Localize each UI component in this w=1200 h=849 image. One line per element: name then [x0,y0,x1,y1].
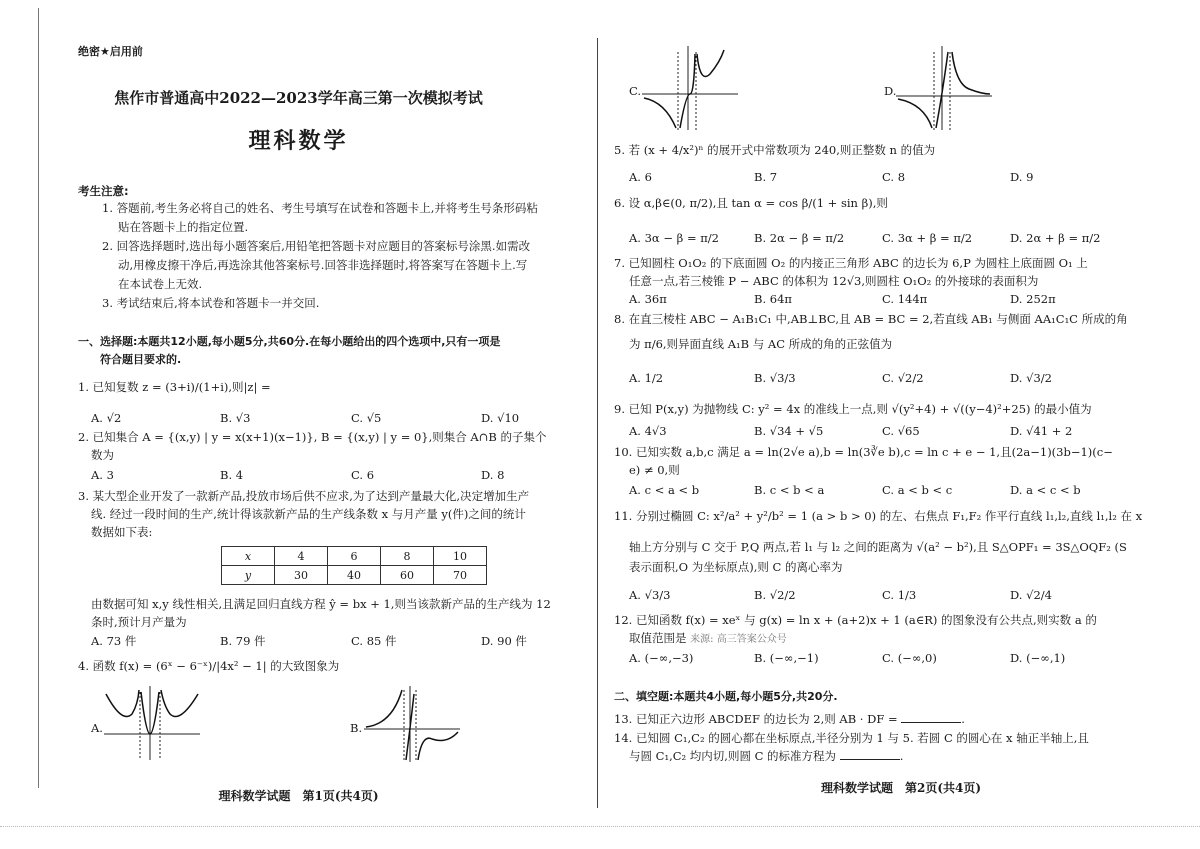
q2-option-c: C. 6 [351,468,375,482]
table-cell: x [222,547,275,566]
q4-graph-c [640,44,740,132]
page-2-footer: 理科数学试题 第2页(共4页) [820,781,982,795]
q12-option-b: B. (−∞,−1) [754,651,819,665]
q1-option-c: C. √5 [351,411,382,425]
secret-label: 绝密★启用前 [78,45,143,58]
table-cell: 30 [275,566,328,585]
q3-after-cont: 条时,预计月产量为 [91,615,187,629]
q11-option-c: C. 1/3 [882,588,917,602]
notice-line: 在本试卷上无效. [118,277,203,291]
table-cell: 40 [328,566,381,585]
q5-option-a: A. 6 [629,170,652,184]
q10-stem: 10. 已知实数 a,b,c 满足 a = ln(2√e a),b = ln(3∛e b),c = ln c + e − 1,且(2a−1)(3b−1)(c− [614,445,1113,459]
q10-stem-cont: e) ≠ 0,则 [629,463,680,477]
q7-stem-cont: 任意一点,若三棱锥 P − ABC 的体积为 12√3,则圆柱 O₁O₂ 的外接球的表面积为 [629,274,1039,288]
q1-option-d: D. √10 [481,411,520,425]
q14-stem-cont [629,749,903,764]
q7-option-b: B. 64π [754,292,792,306]
q6-option-d: D. 2α + β = π/2 [1010,231,1101,245]
source-watermark: 来源: 高三答案公众号 [690,634,787,645]
table-row [222,566,487,585]
notice-line: 动,用橡皮擦干净后,再选涂其他答案标号.回答非选择题时,将答案写在答题卡上.写 [118,258,528,272]
q5-option-c: C. 8 [882,170,906,184]
q9-option-d: D. √41 + 2 [1010,424,1073,438]
q2-stem-cont: 数为 [91,448,114,462]
q9-option-b: B. √34 + √5 [754,424,824,438]
q6-option-a: A. 3α − β = π/2 [629,231,719,245]
notice-heading: 考生注意: [78,184,129,198]
q4-option-c-label: C. [629,84,642,98]
exam-header: 焦作市普通高中2022—2023学年高三第一次模拟考试 [114,89,483,107]
q5-option-b: B. 7 [754,170,778,184]
q14-text: 与圆 C₁,C₂ 均内切,则圆 C 的标准方程为 [629,749,837,763]
q3-stem-cont: 数据如下表: [91,525,153,539]
q10-option-c: C. a < b < c [882,483,953,497]
q7-option-d: D. 252π [1010,292,1056,306]
q14-end: . [899,749,904,763]
table-cell: 8 [381,547,434,566]
q12-option-a: A. (−∞,−3) [629,651,694,665]
q1-option-b: B. √3 [220,411,251,425]
page-divider [597,38,598,808]
q11-stem-cont: 表示面积,O 为坐标原点),则 C 的离心率为 [629,560,843,574]
notice-line: 1. 答题前,考生务必将自己的姓名、考生号填写在试卷和答题卡上,并将考生号条形码粘 [102,201,538,215]
page-2 [602,0,1200,849]
q10-option-d: D. a < c < b [1010,483,1081,497]
q11-option-b: B. √2/2 [754,588,796,602]
q4-graph-b [362,684,462,764]
notice-line: 2. 回答选择题时,选出每小题答案后,用铅笔把答题卡对应题目的答案标号涂黑.如需改 [102,239,531,253]
q12-option-d: D. (−∞,1) [1010,651,1066,665]
q11-stem-cont: 轴上方分别与 C 交于 P,Q 两点,若 l₁ 与 l₂ 之间的距离为 √(a² − b²),且 S△OPF₁ = 3S△OQF₂ (S [629,540,1127,554]
table-cell: 6 [328,547,381,566]
q6-option-c: C. 3α + β = π/2 [882,231,973,245]
section-1-title: 一、选择题:本题共12小题,每小题5分,共60分.在每小题给出的四个选项中,只有一项是 [78,335,501,348]
q4-stem: 4. 函数 f(x) = (6ˣ − 6⁻ˣ)/|4x² − 1| 的大致图象为 [78,659,340,673]
table-row [222,547,487,566]
q10-option-b: B. c < b < a [754,483,825,497]
q4-graph-a [102,684,202,762]
q12-stem-cont [629,631,787,647]
q8-stem-cont: 为 π/6,则异面直线 A₁B 与 AC 所成的角的正弦值为 [629,337,893,351]
answer-blank [840,749,900,760]
table-cell: y [222,566,275,585]
table-cell: 4 [275,547,328,566]
q9-option-c: C. √65 [882,424,920,438]
table-cell: 10 [434,547,487,566]
q1-option-a: A. √2 [91,411,122,425]
q11-option-a: A. √3/3 [629,588,671,602]
q3-option-d: D. 90 件 [481,634,527,648]
q13-end: . [961,712,965,726]
table-cell: 70 [434,566,487,585]
section-1-title-cont: 符合题目要求的. [100,353,182,366]
q3-after: 由数据可知 x,y 线性相关,且满足回归直线方程 ŷ = bx + 1,则当该款新产品的生产线为 12 [91,597,551,611]
q8-stem: 8. 在直三棱柱 ABC − A₁B₁C₁ 中,AB⊥BC,且 AB = BC = 2,若直线 AB₁ 与侧面 AA₁C₁C 所成的角 [614,312,1128,326]
page-1 [0,0,597,849]
q3-stem: 3. 某大型企业开发了一款新产品,投放市场后供不应求,为了达到产量最大化,决定增加生产 [78,489,530,503]
q2-option-b: B. 4 [220,468,244,482]
q3-stem-cont: 线. 经过一段时间的生产,统计得该款新产品的生产线条数 x 与月产量 y(件)之间的统计 [91,507,526,521]
q8-option-d: D. √3/2 [1010,371,1052,385]
q6-option-b: B. 2α − β = π/2 [754,231,845,245]
q13-text: 13. 已知正六边形 ABCDEF 的边长为 2,则 AB · DF = [614,712,898,726]
q2-option-d: D. 8 [481,468,505,482]
table-cell: 60 [381,566,434,585]
q5-option-d: D. 9 [1010,170,1034,184]
q4-option-d-label: D. [884,84,897,98]
q9-stem: 9. 已知 P(x,y) 为抛物线 C: y² = 4x 的准线上一点,则 √(y²+4) + √((y−4)²+25) 的最小值为 [614,402,1092,416]
q3-option-c: C. 85 件 [351,634,397,648]
q7-option-a: A. 36π [629,292,667,306]
page-1-footer: 理科数学试题 第1页(共4页) [218,789,379,803]
q3-option-b: B. 79 件 [220,634,266,648]
answer-blank [901,712,961,723]
q2-stem: 2. 已知集合 A = {(x,y) | y = x(x+1)(x−1)}, B = {(x,y) | y = 0},则集合 A∩B 的子集个 [78,430,547,444]
subject-title: 理科数学 [248,128,349,154]
q4-graph-d [894,44,994,132]
q4-option-b-label: B. [350,721,363,735]
q11-stem: 11. 分别过椭圆 C: x²/a² + y²/b² = 1 (a > b > 0) 的左、右焦点 F₁,F₂ 作平行直线 l₁,l₂,直线 l₁,l₂ 在 x [614,509,1143,523]
q9-option-a: A. 4√3 [629,424,667,438]
notice-line: 3. 考试结束后,将本试卷和答题卡一并交回. [102,296,320,310]
notice-line: 贴在答题卡上的指定位置. [118,220,249,234]
q7-stem: 7. 已知圆柱 O₁O₂ 的下底面圆 O₂ 的内接正三角形 ABC 的边长为 6,P 为圆柱上底面圆 O₁ 上 [614,256,1088,270]
q8-option-c: C. √2/2 [882,371,924,385]
q13-stem [614,712,965,727]
q3-data-table [221,546,487,585]
q10-option-a: A. c < a < b [629,483,700,497]
q8-option-b: B. √3/3 [754,371,796,385]
q4-option-a-label: A. [91,721,103,735]
q7-option-c: C. 144π [882,292,928,306]
q6-stem: 6. 设 α,β∈(0, π/2),且 tan α = cos β/(1 + sin β),则 [614,196,888,210]
q2-option-a: A. 3 [91,468,114,482]
section-2-title: 二、填空题:本题共4小题,每小题5分,共20分. [614,690,838,703]
q11-option-d: D. √2/4 [1010,588,1052,602]
q14-stem: 14. 已知圆 C₁,C₂ 的圆心都在坐标原点,半径分别为 1 与 5. 若圆 C 的圆心在 x 轴正半轴上,且 [614,731,1089,745]
q12-stem: 12. 已知函数 f(x) = xeˣ 与 g(x) = ln x + (a+2)x + 1 (a∈R) 的图象没有公共点,则实数 a 的 [614,613,1097,627]
q5-stem: 5. 若 (x + 4/x²)ⁿ 的展开式中常数项为 240,则正整数 n 的值为 [614,143,936,157]
q1-stem: 1. 已知复数 z = (3+i)/(1+i),则|z| = [78,380,271,394]
q3-option-a: A. 73 件 [91,634,137,648]
q12-stem-text: 取值范围是 [629,631,687,645]
q8-option-a: A. 1/2 [629,371,664,385]
q12-option-c: C. (−∞,0) [882,651,937,665]
